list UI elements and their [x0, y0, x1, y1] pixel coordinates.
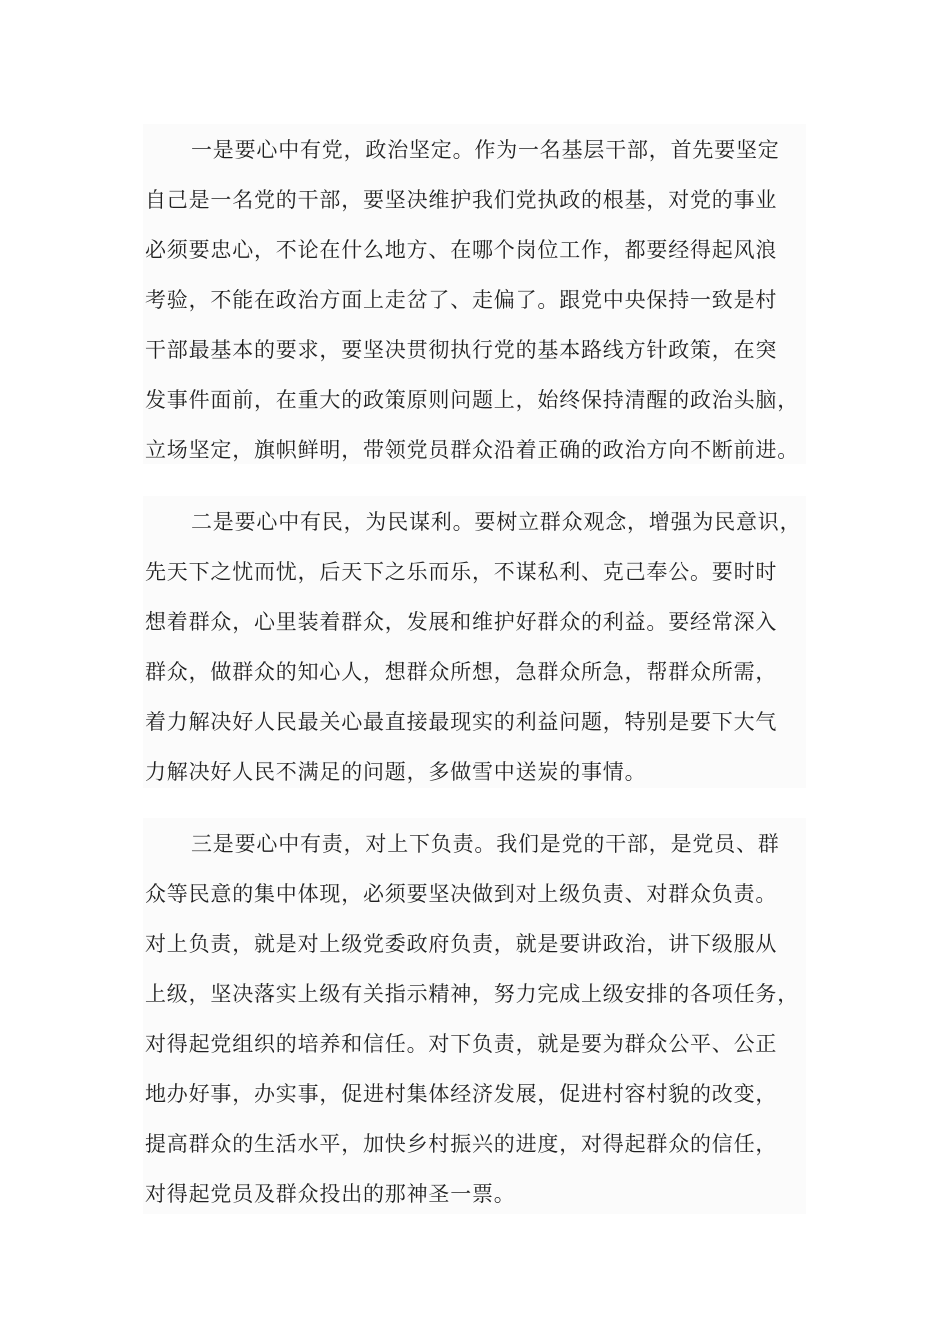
paragraph-line: 立场坚定，旗帜鲜明，带领党员群众沿着正确的政治方向不断前进。	[145, 438, 799, 462]
paragraph-2	[143, 496, 806, 788]
paragraph-line: 想着群众，心里装着群众，发展和维护好群众的利益。要经常深入	[145, 610, 778, 634]
paragraph-line: 提高群众的生活水平，加快乡村振兴的进度，对得起群众的信任，	[145, 1132, 778, 1156]
paragraph-line: 一是要心中有党，政治坚定。作为一名基层干部，首先要坚定	[191, 138, 780, 162]
paragraph-line: 对得起党组织的培养和信任。对下负责，就是要为群众公平、公正	[145, 1032, 778, 1056]
paragraph-line: 必须要忠心，不论在什么地方、在哪个岗位工作，都要经得起风浪	[145, 238, 778, 262]
paragraph-line: 对得起党员及群众投出的那神圣一票。	[145, 1182, 516, 1206]
paragraph-line: 上级，坚决落实上级有关指示精神，努力完成上级安排的各项任务，	[145, 982, 799, 1006]
paragraph-line: 发事件面前，在重大的政策原则问题上，始终保持清醒的政治头脑，	[145, 388, 799, 412]
paragraph-line: 群众，做群众的知心人，想群众所想，急群众所急，帮群众所需，	[145, 660, 778, 684]
paragraph-line: 力解决好人民不满足的问题，多做雪中送炭的事情。	[145, 760, 647, 784]
paragraph-line: 对上负责，就是对上级党委政府负责，就是要讲政治，讲下级服从	[145, 932, 778, 956]
paragraph-1	[143, 124, 806, 464]
paragraph-line: 地办好事，办实事，促进村集体经济发展，促进村容村貌的改变，	[145, 1082, 778, 1106]
paragraph-line: 考验，不能在政治方面上走岔了、走偏了。跟党中央保持一致是村	[145, 288, 778, 312]
paragraph-line: 二是要心中有民，为民谋利。要树立群众观念，增强为民意识，	[191, 510, 802, 534]
paragraph-line: 先天下之忧而忧，后天下之乐而乐，不谋私利、克己奉公。要时时	[145, 560, 778, 584]
paragraph-3	[143, 818, 806, 1214]
paragraph-line: 着力解决好人民最关心最直接最现实的利益问题，特别是要下大气	[145, 710, 778, 734]
paragraph-line: 干部最基本的要求，要坚决贯彻执行党的基本路线方针政策，在突	[145, 338, 778, 362]
paragraph-line: 三是要心中有责，对上下负责。我们是党的干部，是党员、群	[191, 832, 780, 856]
paragraph-line: 自己是一名党的干部，要坚决维护我们党执政的根基，对党的事业	[145, 188, 778, 212]
paragraph-line: 众等民意的集中体现，必须要坚决做到对上级负责、对群众负责。	[145, 882, 778, 906]
